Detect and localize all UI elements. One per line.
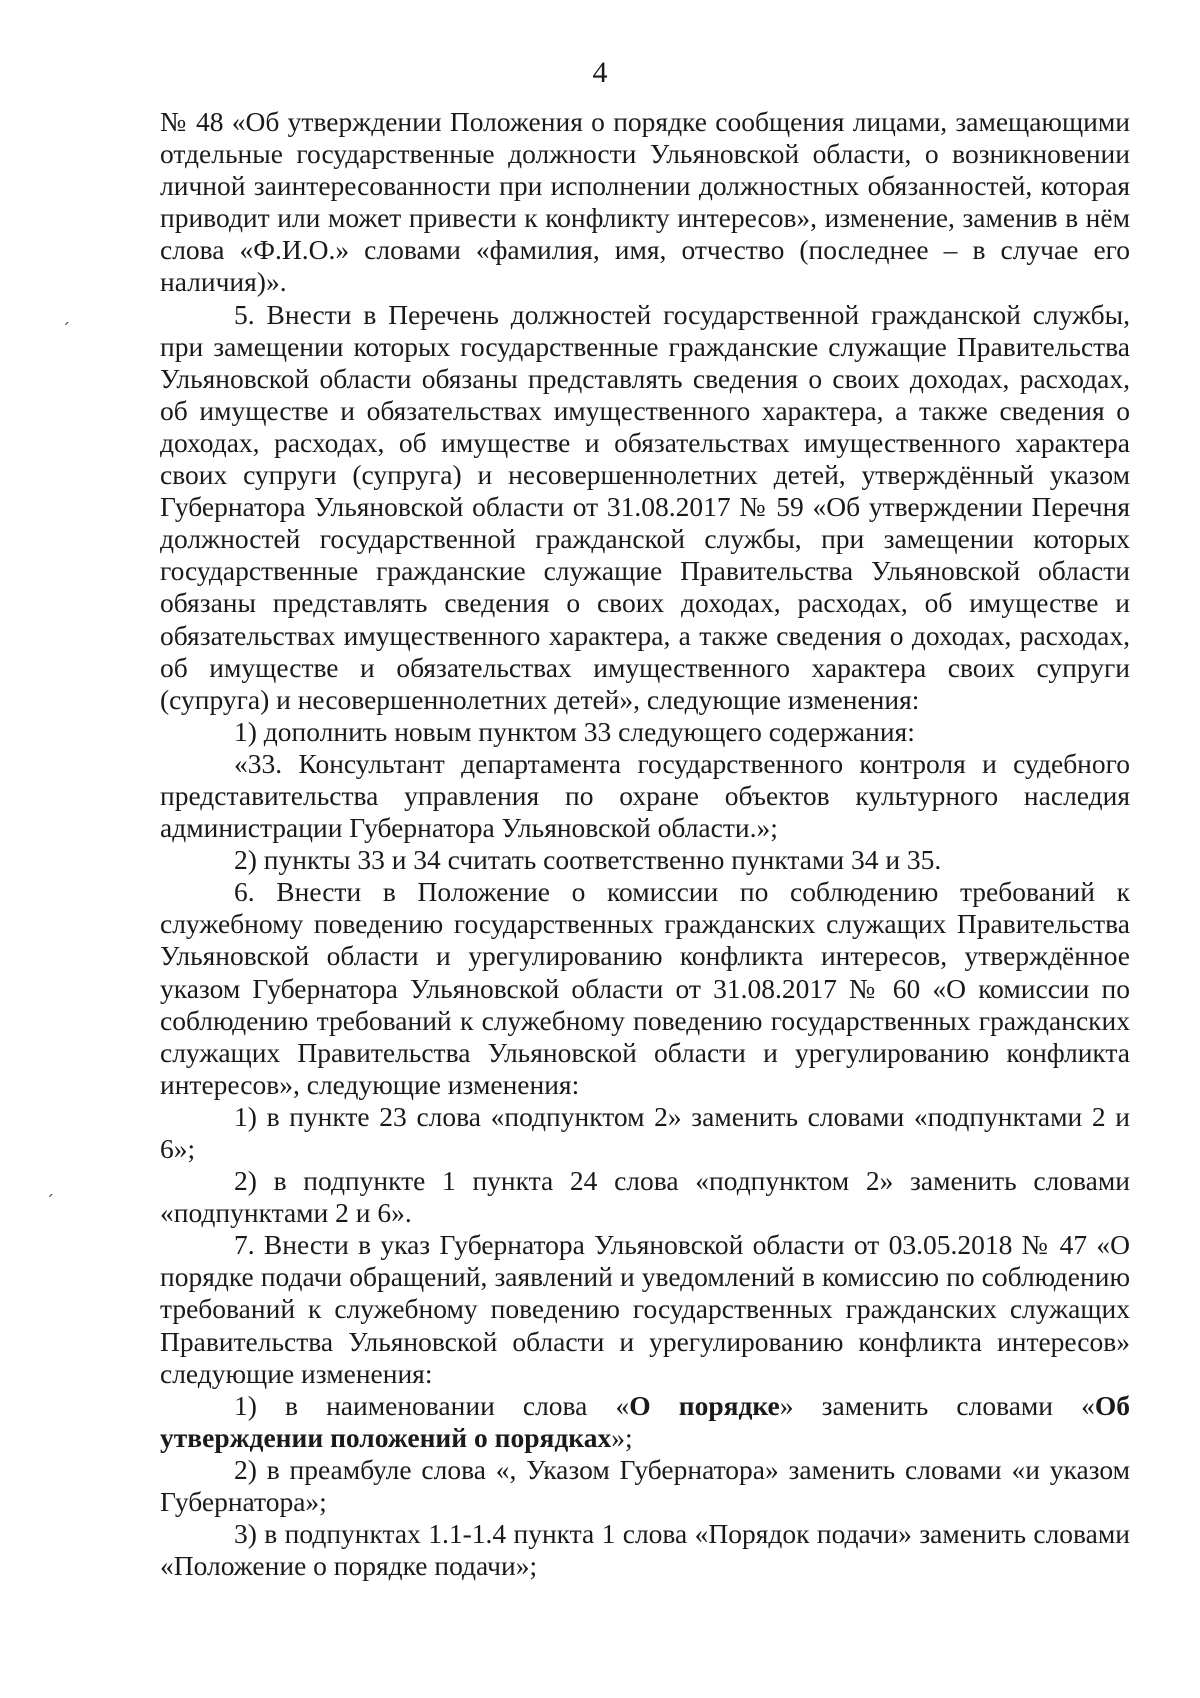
paragraph-continuation: № 48 «Об утверждении Положения о порядке сообщения лицами, замещающими отдельные государственные должности Ульяновской области, о возникновении личной заинтересованности при исполнении должностных обязанностей, которая приводит или может привести к конфликту интересов», изменение, заменив в нём слова «Ф.И.О.» словами «фамилия, имя, отчество (последнее – в случае его наличия)». bbox=[160, 106, 1130, 298]
paragraph-subitem: 1) в пункте 23 слова «подпунктом 2» заменить словами «подпунктами 2 и 6»; bbox=[160, 1100, 1130, 1164]
paragraph-item-7: 7. Внести в указ Губернатора Ульяновской области от 03.05.2018 № 47 «О порядке подачи обращений, заявлений и уведомлений в комиссию по соблюдению требований к служебному поведению государственных гражданских служащих Правительства Ульяновской области и урегулированию конфликта интересов» следующие изменения: bbox=[160, 1229, 1130, 1389]
paragraph-subitem: 2) в подпункте 1 пункта 24 слова «подпунктом 2» заменить словами «подпунктами 2 и 6». bbox=[160, 1165, 1130, 1229]
text-fragment: » заменить словами « bbox=[779, 1389, 1095, 1421]
scan-mark: ˏ bbox=[62, 306, 70, 325]
paragraph-subitem: 2) пункты 33 и 34 считать соответственно пунктами 34 и 35. bbox=[234, 844, 942, 876]
bold-fragment: Об утверждении положений о порядках bbox=[160, 1389, 1131, 1453]
bold-fragment: О порядке bbox=[629, 1389, 780, 1421]
text-fragment: 1) в наименовании слова « bbox=[234, 1389, 630, 1421]
paragraph-subitem: 1) дополнить новым пунктом 33 следующего содержания: bbox=[234, 715, 915, 747]
paragraph-item-5: 5. Внести в Перечень должностей государственной гражданской службы, при замещении которых государственные гражданские служащие Правительства Ульяновской области обязаны представлять сведения о своих доходах, расходах, об имуществе и обязательствах имущественного характера, а также сведения о доходах, расходах, об имуществе и обязательствах имущественного характера своих супруги (супруга) и несовершеннолетних детей, утверждённый указом Губернатора Ульяновской области от 31.08.2017 № 59 «Об утверждении Перечня должностей государственной гражданской службы, при замещении которых государственные гражданские служащие Правительства Ульяновской области обязаны представлять сведения о своих доходах, расходах, об имуществе и обязательствах имущественного характера, а также сведения о доходах, расходах, об имуществе и обязательствах имущественного характера своих супруги (супруга) и несовершеннолетних детей», следующие изменения: bbox=[160, 298, 1130, 715]
paragraph-subitem-with-bold bbox=[160, 1390, 1130, 1454]
paragraph-item-6: 6. Внести в Положение о комиссии по соблюдению требований к служебному поведению государственных гражданских служащих Правительства Ульяновской области и урегулированию конфликта интересов, утверждённое указом Губернатора Ульяновской области от 31.08.2017 № 60 «О комиссии по соблюдению требований к служебному поведению государственных гражданских служащих Правительства Ульяновской области и урегулированию конфликта интересов», следующие изменения: bbox=[160, 876, 1130, 1100]
paragraph-subitem: 2) в преамбуле слова «, Указом Губернатора» заменить словами «и указом Губернатора»; bbox=[160, 1453, 1130, 1518]
paragraph-subitem: 3) в подпунктах 1.1-1.4 пункта 1 слова «Порядок подачи» заменить словами «Положение о порядке подачи»; bbox=[160, 1518, 1130, 1582]
page-number: 4 bbox=[592, 56, 608, 89]
text-fragment: »; bbox=[611, 1421, 633, 1453]
document-body bbox=[160, 106, 1130, 1582]
paragraph-quote: «33. Консультант департамента государственного контроля и судебного представительства управления по охране объектов культурного наследия администрации Губернатора Ульяновской области.»; bbox=[160, 747, 1130, 844]
scan-mark: ˏ bbox=[46, 1178, 54, 1197]
